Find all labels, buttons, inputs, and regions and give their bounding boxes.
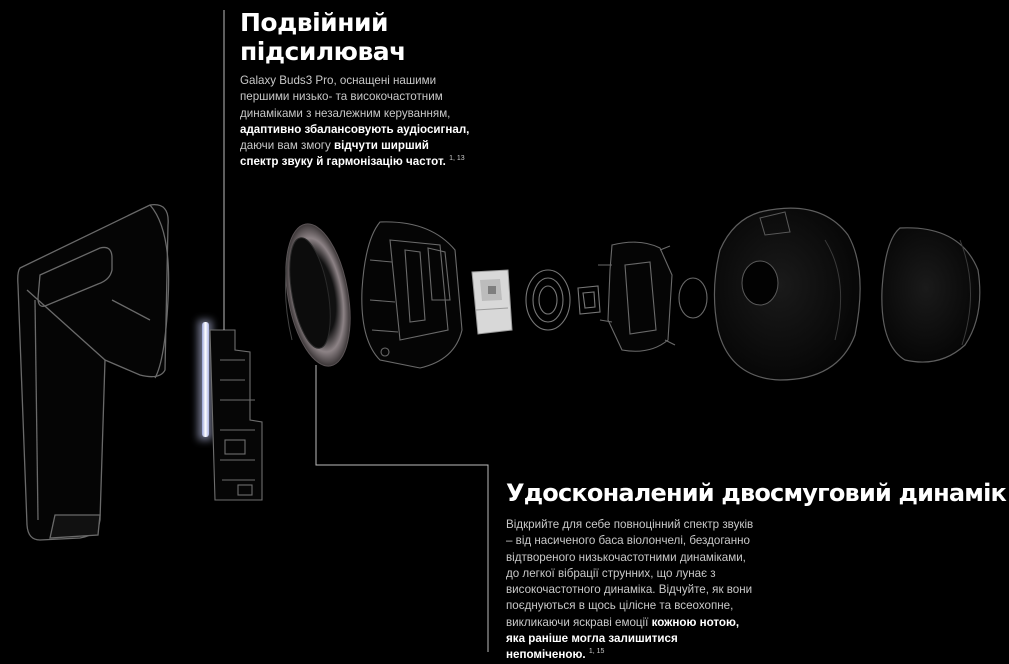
description-text: даючи вам змогу (240, 139, 335, 153)
chassis-frame (598, 242, 707, 351)
driver-description (506, 517, 756, 664)
driver-cage (362, 222, 462, 368)
gasket-rings (526, 270, 600, 330)
ear-tip-large (714, 208, 860, 380)
dual-amplifier-description (240, 73, 470, 171)
driver-title: Удосконалений двосмуговий динамік (506, 479, 1007, 507)
description-bold: відчути ширший спектр звуку й гармонізацію частот. (240, 139, 446, 169)
description-text: Galaxy Buds3 Pro, оснащені нашими першими низько- та високочастотним динаміками з незалежним керуванням, (240, 74, 451, 120)
footnote-ref[interactable]: 1, 13 (449, 155, 465, 163)
footnote-ref[interactable]: 1, 15 (588, 648, 605, 656)
description-bold: адаптивно збалансовують аудіосигнал, (240, 122, 470, 136)
tweeter-block (472, 270, 512, 334)
description-bold: кожною нотою, яка раніше могла залишитися непоміченою. (506, 615, 740, 662)
description-text: Відкрийте для себе повноцінний спектр звуків – від насиченого баса віолончелі, бездоганно відтвореного низькочастотними динаміками, до легкої вібрації струнних, що лунає з високочастотного динаміка. Відчуйте, як вони поєднуються в щось цілісне та всеохопне, викликаючи яскраві емоції (506, 518, 754, 629)
pcb-board (210, 330, 262, 500)
woofer-diaphragm (276, 219, 360, 371)
dual-amplifier-title: Подвійний підсилювач (240, 8, 406, 66)
callout-line-driver (316, 365, 488, 652)
ear-tip-small (882, 228, 980, 362)
led-strip (202, 322, 209, 437)
earbud-housing (18, 205, 169, 540)
